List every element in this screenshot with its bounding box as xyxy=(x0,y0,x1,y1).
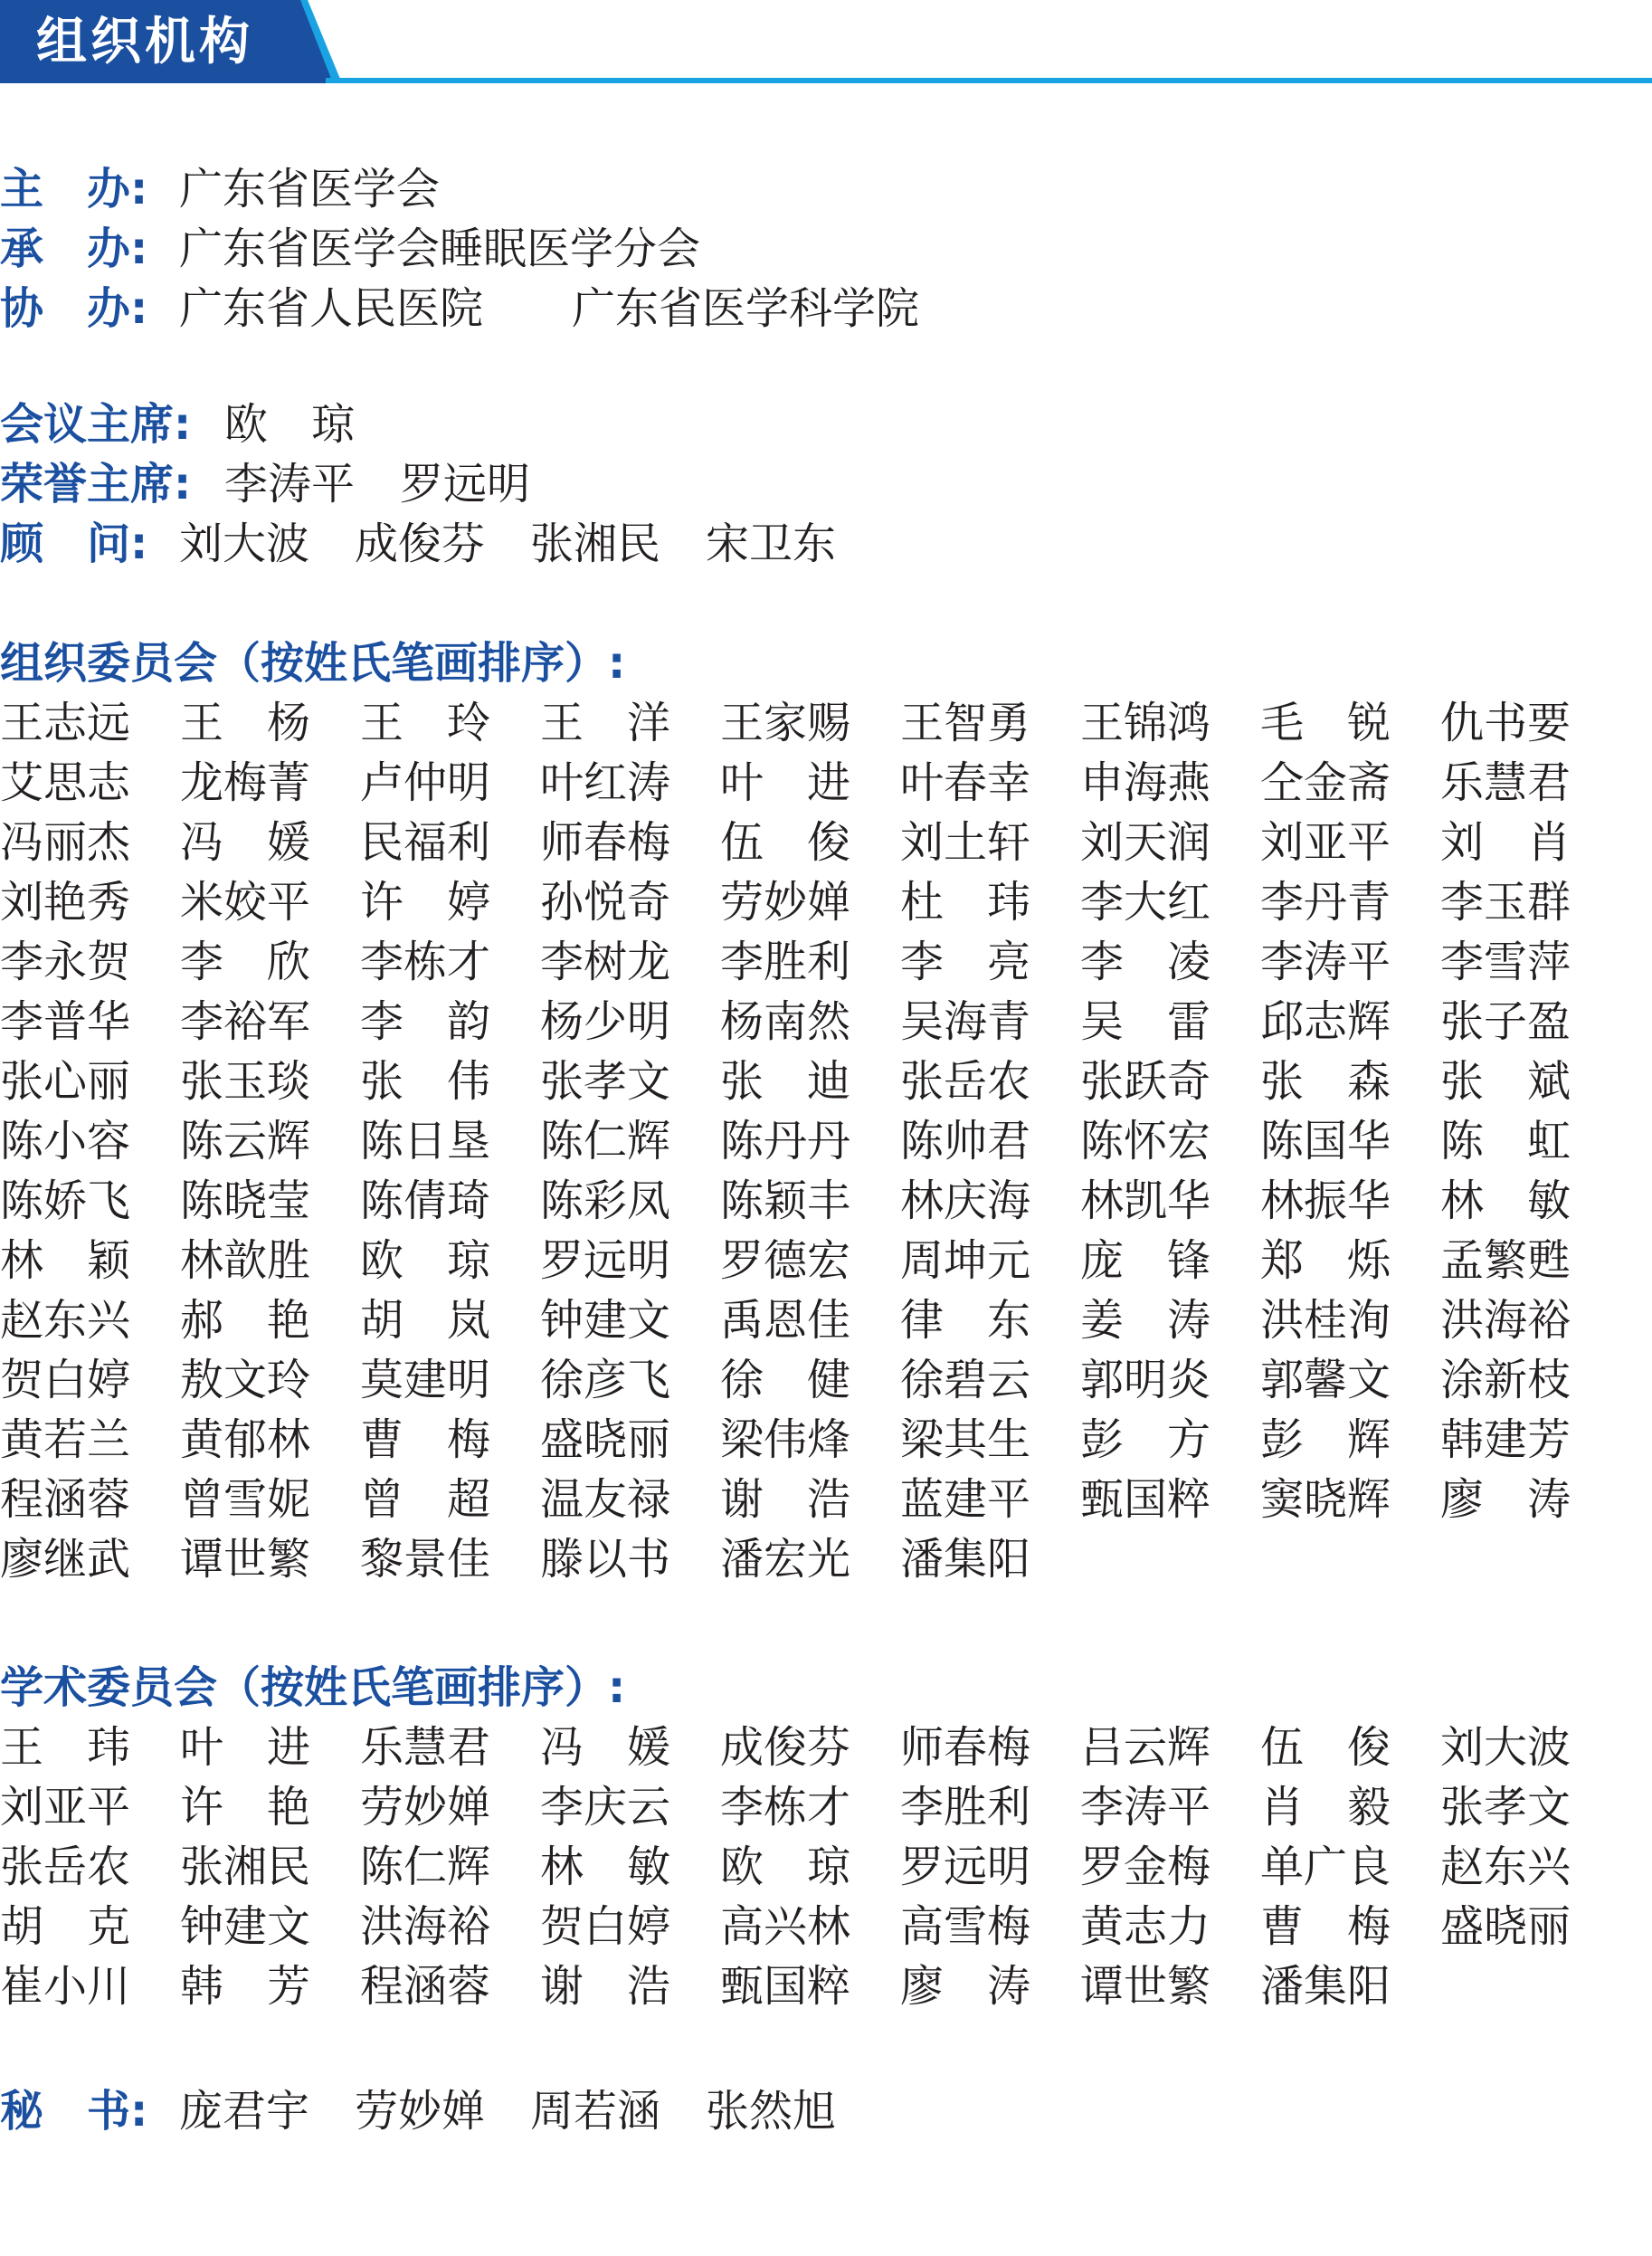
committee-member: 黎景佳 xyxy=(360,1534,491,1585)
host-row xyxy=(0,159,485,219)
committee-member: 陈娇飞 xyxy=(0,1176,131,1226)
committee-member: 林 颖 xyxy=(0,1235,131,1286)
committee-member: 陈丹丹 xyxy=(720,1116,851,1166)
academic-committee-title: 学术委员会（按姓氏笔画排序）: xyxy=(0,1662,626,1713)
committee-member: 李大红 xyxy=(1080,877,1211,928)
committee-member: 陈晓莹 xyxy=(180,1176,311,1226)
committee-member: 杨南然 xyxy=(720,996,851,1047)
committee-member: 谢 浩 xyxy=(720,1474,851,1525)
committee-member: 黄若兰 xyxy=(0,1414,131,1465)
committee-member: 单广良 xyxy=(1260,1842,1391,1892)
committee-member: 伍 俊 xyxy=(1260,1722,1391,1773)
honorary-chair-row xyxy=(0,454,575,514)
org-committee-title: 组织委员会（按姓氏笔画排序）: xyxy=(0,638,626,689)
committee-member: 孙悦奇 xyxy=(540,877,671,928)
honorary-chair-name: 李涛平 xyxy=(224,459,356,509)
committee-member: 罗德宏 xyxy=(720,1235,851,1286)
secretary-label: 秘 书: xyxy=(0,2086,148,2137)
committee-member: 盛晓丽 xyxy=(1440,1901,1571,1952)
committee-member: 谭世繁 xyxy=(180,1534,311,1585)
committee-member: 陈仁辉 xyxy=(540,1116,671,1166)
committee-member: 欧 琼 xyxy=(720,1842,851,1892)
committee-member: 黄郁林 xyxy=(180,1414,311,1465)
committee-member: 张 森 xyxy=(1260,1056,1391,1107)
org-committee-list xyxy=(0,693,1652,1589)
committee-member: 韩 芳 xyxy=(180,1961,311,2012)
organizer-label: 承 办: xyxy=(0,224,148,274)
committee-member: 李普华 xyxy=(0,996,131,1047)
advisor-name: 刘大波 xyxy=(179,519,310,569)
committee-member: 曾雪妮 xyxy=(180,1474,311,1525)
committee-member: 彭 方 xyxy=(1080,1414,1211,1465)
committee-member: 甄国粹 xyxy=(1080,1474,1211,1525)
committee-member: 李涛平 xyxy=(1260,937,1391,987)
host-label: 主 办: xyxy=(0,164,148,214)
committee-member: 郭馨文 xyxy=(1260,1355,1391,1405)
advisor-row xyxy=(0,514,881,574)
committee-member: 曹 梅 xyxy=(1260,1901,1391,1952)
committee-member: 杨少明 xyxy=(540,996,671,1047)
committee-member: 陈帅君 xyxy=(900,1116,1031,1166)
committee-member: 张心丽 xyxy=(0,1056,131,1107)
committee-member: 贺白婷 xyxy=(0,1355,131,1405)
committee-member: 艾思志 xyxy=(0,757,131,808)
committee-member: 罗远明 xyxy=(540,1235,671,1286)
committee-member: 李树龙 xyxy=(540,937,671,987)
chair-row xyxy=(0,395,400,454)
secretary-name: 劳妙婵 xyxy=(355,2086,486,2137)
committee-member: 姜 涛 xyxy=(1080,1295,1211,1346)
header-underline xyxy=(326,78,1652,83)
co-organizer-row xyxy=(0,279,964,338)
committee-member: 胡 克 xyxy=(0,1901,131,1952)
committee-member: 蓝建平 xyxy=(900,1474,1031,1525)
committee-member: 孟繁甦 xyxy=(1440,1235,1571,1286)
committee-member: 成俊芬 xyxy=(720,1722,851,1773)
committee-member: 廖 涛 xyxy=(1440,1474,1571,1525)
committee-member: 张湘民 xyxy=(180,1842,311,1892)
committee-member: 赵东兴 xyxy=(1440,1842,1571,1892)
committee-member: 卢仲明 xyxy=(360,757,491,808)
committee-member: 王智勇 xyxy=(900,698,1031,748)
committee-member: 徐碧云 xyxy=(900,1355,1031,1405)
committee-member: 叶 进 xyxy=(720,757,851,808)
committee-member: 李栋才 xyxy=(360,937,491,987)
committee-member: 林振华 xyxy=(1260,1176,1391,1226)
committee-member: 罗远明 xyxy=(900,1842,1031,1892)
organizer-name: 广东省医学会睡眠医学分会 xyxy=(179,224,701,274)
honorary-chair-label: 荣誉主席: xyxy=(0,459,192,509)
page-header xyxy=(0,0,1652,87)
committee-member: 程涵蓉 xyxy=(360,1961,491,2012)
committee-member: 张岳农 xyxy=(900,1056,1031,1107)
committee-member: 梁其生 xyxy=(900,1414,1031,1465)
committee-member: 陈云辉 xyxy=(180,1116,311,1166)
committee-member: 崔小川 xyxy=(0,1961,131,2012)
committee-member: 盛晓丽 xyxy=(540,1414,671,1465)
committee-member: 李丹青 xyxy=(1260,877,1391,928)
co-organizer-name: 广东省医学科学院 xyxy=(528,283,920,334)
committee-member: 李玉群 xyxy=(1440,877,1571,928)
committee-member: 林庆海 xyxy=(900,1176,1031,1226)
committee-member: 梁伟烽 xyxy=(720,1414,851,1465)
committee-member: 刘亚平 xyxy=(1260,817,1391,868)
committee-member: 高兴林 xyxy=(720,1901,851,1952)
committee-member: 叶 进 xyxy=(180,1722,311,1773)
committee-member: 乐慧君 xyxy=(360,1722,491,1773)
chair-label: 会议主席: xyxy=(0,399,192,450)
committee-member: 劳妙婵 xyxy=(720,877,851,928)
committee-member: 林歆胜 xyxy=(180,1235,311,1286)
page-title: 组织机构 xyxy=(36,13,253,71)
committee-member: 赵东兴 xyxy=(0,1295,131,1346)
committee-member: 曾 超 xyxy=(360,1474,491,1525)
committee-member: 吴 雷 xyxy=(1080,996,1211,1047)
committee-member: 刘艳秀 xyxy=(0,877,131,928)
committee-member: 谢 浩 xyxy=(540,1961,671,2012)
committee-member: 高雪梅 xyxy=(900,1901,1031,1952)
committee-member: 陈日垦 xyxy=(360,1116,491,1166)
secretary-name: 张然旭 xyxy=(706,2086,837,2137)
committee-member: 窦晓辉 xyxy=(1260,1474,1391,1525)
committee-member: 钟建文 xyxy=(540,1295,671,1346)
co-organizer-label: 协 办: xyxy=(0,283,148,334)
committee-member: 温友禄 xyxy=(540,1474,671,1525)
committee-member: 程涵蓉 xyxy=(0,1474,131,1525)
committee-member: 林 敏 xyxy=(540,1842,671,1892)
advisor-label: 顾 问: xyxy=(0,519,148,569)
committee-member: 李 亮 xyxy=(900,937,1031,987)
committee-member: 吕云辉 xyxy=(1080,1722,1211,1773)
committee-member: 甄国粹 xyxy=(720,1961,851,2012)
committee-member: 李 韵 xyxy=(360,996,491,1047)
honorary-chair-name: 罗远明 xyxy=(400,459,531,509)
committee-member: 伍 俊 xyxy=(720,817,851,868)
academic-committee-list xyxy=(0,1718,1652,2016)
committee-member: 洪海裕 xyxy=(360,1901,491,1952)
committee-member: 师春梅 xyxy=(540,817,671,868)
committee-member: 潘宏光 xyxy=(720,1534,851,1585)
committee-member: 邱志辉 xyxy=(1260,996,1391,1047)
committee-member: 张玉琰 xyxy=(180,1056,311,1107)
committee-member: 张孝文 xyxy=(1440,1782,1571,1832)
committee-member: 潘集阳 xyxy=(1260,1961,1391,2012)
committee-member: 刘土轩 xyxy=(900,817,1031,868)
committee-member: 龙梅菁 xyxy=(180,757,311,808)
committee-member: 陈小容 xyxy=(0,1116,131,1166)
committee-member: 申海燕 xyxy=(1080,757,1211,808)
committee-member: 罗金梅 xyxy=(1080,1842,1211,1892)
committee-member: 林凯华 xyxy=(1080,1176,1211,1226)
committee-member: 郭明炎 xyxy=(1080,1355,1211,1405)
committee-member: 李 凌 xyxy=(1080,937,1211,987)
committee-member: 陈倩琦 xyxy=(360,1176,491,1226)
committee-member: 王锦鸿 xyxy=(1080,698,1211,748)
committee-member: 李胜利 xyxy=(720,937,851,987)
committee-member: 李胜利 xyxy=(900,1782,1031,1832)
committee-member: 黄志力 xyxy=(1080,1901,1211,1952)
committee-member: 冯丽杰 xyxy=(0,817,131,868)
committee-member: 民福利 xyxy=(360,817,491,868)
committee-member: 李涛平 xyxy=(1080,1782,1211,1832)
committee-member: 冯 媛 xyxy=(180,817,311,868)
committee-member: 吴海青 xyxy=(900,996,1031,1047)
committee-member: 贺白婷 xyxy=(540,1901,671,1952)
committee-member: 律 东 xyxy=(900,1295,1031,1346)
committee-member: 潘集阳 xyxy=(900,1534,1031,1585)
committee-member: 李雪萍 xyxy=(1440,937,1571,987)
committee-member: 陈彩凤 xyxy=(540,1176,671,1226)
committee-member: 周坤元 xyxy=(900,1235,1031,1286)
committee-member: 胡 岚 xyxy=(360,1295,491,1346)
committee-member: 欧 琼 xyxy=(360,1235,491,1286)
committee-member: 王家赐 xyxy=(720,698,851,748)
committee-member: 张 迪 xyxy=(720,1056,851,1107)
committee-member: 徐彦飞 xyxy=(540,1355,671,1405)
committee-member: 廖 涛 xyxy=(900,1961,1031,2012)
committee-member: 刘 肖 xyxy=(1440,817,1571,868)
committee-member: 陈颖丰 xyxy=(720,1176,851,1226)
secretary-row xyxy=(0,2081,881,2141)
committee-member: 王志远 xyxy=(0,698,131,748)
committee-member: 钟建文 xyxy=(180,1901,311,1952)
committee-member: 廖继武 xyxy=(0,1534,131,1585)
committee-member: 林 敏 xyxy=(1440,1176,1571,1226)
committee-member: 陈 虹 xyxy=(1440,1116,1571,1166)
committee-member: 张子盈 xyxy=(1440,996,1571,1047)
committee-member: 叶红涛 xyxy=(540,757,671,808)
committee-member: 许 艳 xyxy=(180,1782,311,1832)
committee-member: 王 洋 xyxy=(540,698,671,748)
committee-member: 叶春幸 xyxy=(900,757,1031,808)
committee-member: 刘天润 xyxy=(1080,817,1211,868)
chair-name: 欧 琼 xyxy=(224,399,356,450)
committee-member: 李永贺 xyxy=(0,937,131,987)
committee-member: 曹 梅 xyxy=(360,1414,491,1465)
committee-member: 洪海裕 xyxy=(1440,1295,1571,1346)
committee-member: 许 婷 xyxy=(360,877,491,928)
committee-member: 李栋才 xyxy=(720,1782,851,1832)
committee-member: 莫建明 xyxy=(360,1355,491,1405)
host-name: 广东省医学会 xyxy=(179,164,441,214)
committee-member: 王 玲 xyxy=(360,698,491,748)
committee-member: 冯 媛 xyxy=(540,1722,671,1773)
committee-member: 张岳农 xyxy=(0,1842,131,1892)
committee-member: 王 玮 xyxy=(0,1722,131,1773)
organizer-row xyxy=(0,219,745,279)
committee-member: 李裕军 xyxy=(180,996,311,1047)
committee-member: 涂新枝 xyxy=(1440,1355,1571,1405)
advisor-name: 成俊芬 xyxy=(355,519,486,569)
committee-member: 李庆云 xyxy=(540,1782,671,1832)
committee-member: 谭世繁 xyxy=(1080,1961,1211,2012)
committee-member: 刘亚平 xyxy=(0,1782,131,1832)
committee-member: 乐慧君 xyxy=(1440,757,1571,808)
committee-member: 郑 烁 xyxy=(1260,1235,1391,1286)
committee-member: 庞 锋 xyxy=(1080,1235,1211,1286)
committee-member: 张跃奇 xyxy=(1080,1056,1211,1107)
committee-member: 敖文玲 xyxy=(180,1355,311,1405)
committee-member: 张 伟 xyxy=(360,1056,491,1107)
committee-member: 刘大波 xyxy=(1440,1722,1571,1773)
committee-member: 张 斌 xyxy=(1440,1056,1571,1107)
committee-member: 毛 锐 xyxy=(1260,698,1391,748)
committee-member: 肖 毅 xyxy=(1260,1782,1391,1832)
secretary-name: 庞君宇 xyxy=(179,2086,310,2137)
committee-member: 张孝文 xyxy=(540,1056,671,1107)
committee-member: 王 杨 xyxy=(180,698,311,748)
committee-member: 韩建芳 xyxy=(1440,1414,1571,1465)
committee-member: 米姣平 xyxy=(180,877,311,928)
advisor-name: 张湘民 xyxy=(530,519,661,569)
committee-member: 滕以书 xyxy=(540,1534,671,1585)
committee-member: 杜 玮 xyxy=(900,877,1031,928)
committee-member: 徐 健 xyxy=(720,1355,851,1405)
committee-member: 彭 辉 xyxy=(1260,1414,1391,1465)
committee-member: 仇书要 xyxy=(1440,698,1571,748)
committee-member: 洪桂洵 xyxy=(1260,1295,1391,1346)
committee-member: 郝 艳 xyxy=(180,1295,311,1346)
committee-member: 陈仁辉 xyxy=(360,1842,491,1892)
committee-member: 陈怀宏 xyxy=(1080,1116,1211,1166)
secretary-name: 周若涵 xyxy=(530,2086,661,2137)
co-organizer-name: 广东省人民医院 xyxy=(179,283,484,334)
committee-member: 陈国华 xyxy=(1260,1116,1391,1166)
committee-member: 仝金斋 xyxy=(1260,757,1391,808)
committee-member: 禹恩佳 xyxy=(720,1295,851,1346)
committee-member: 师春梅 xyxy=(900,1722,1031,1773)
advisor-name: 宋卫东 xyxy=(706,519,837,569)
committee-member: 劳妙婵 xyxy=(360,1782,491,1832)
committee-member: 李 欣 xyxy=(180,937,311,987)
